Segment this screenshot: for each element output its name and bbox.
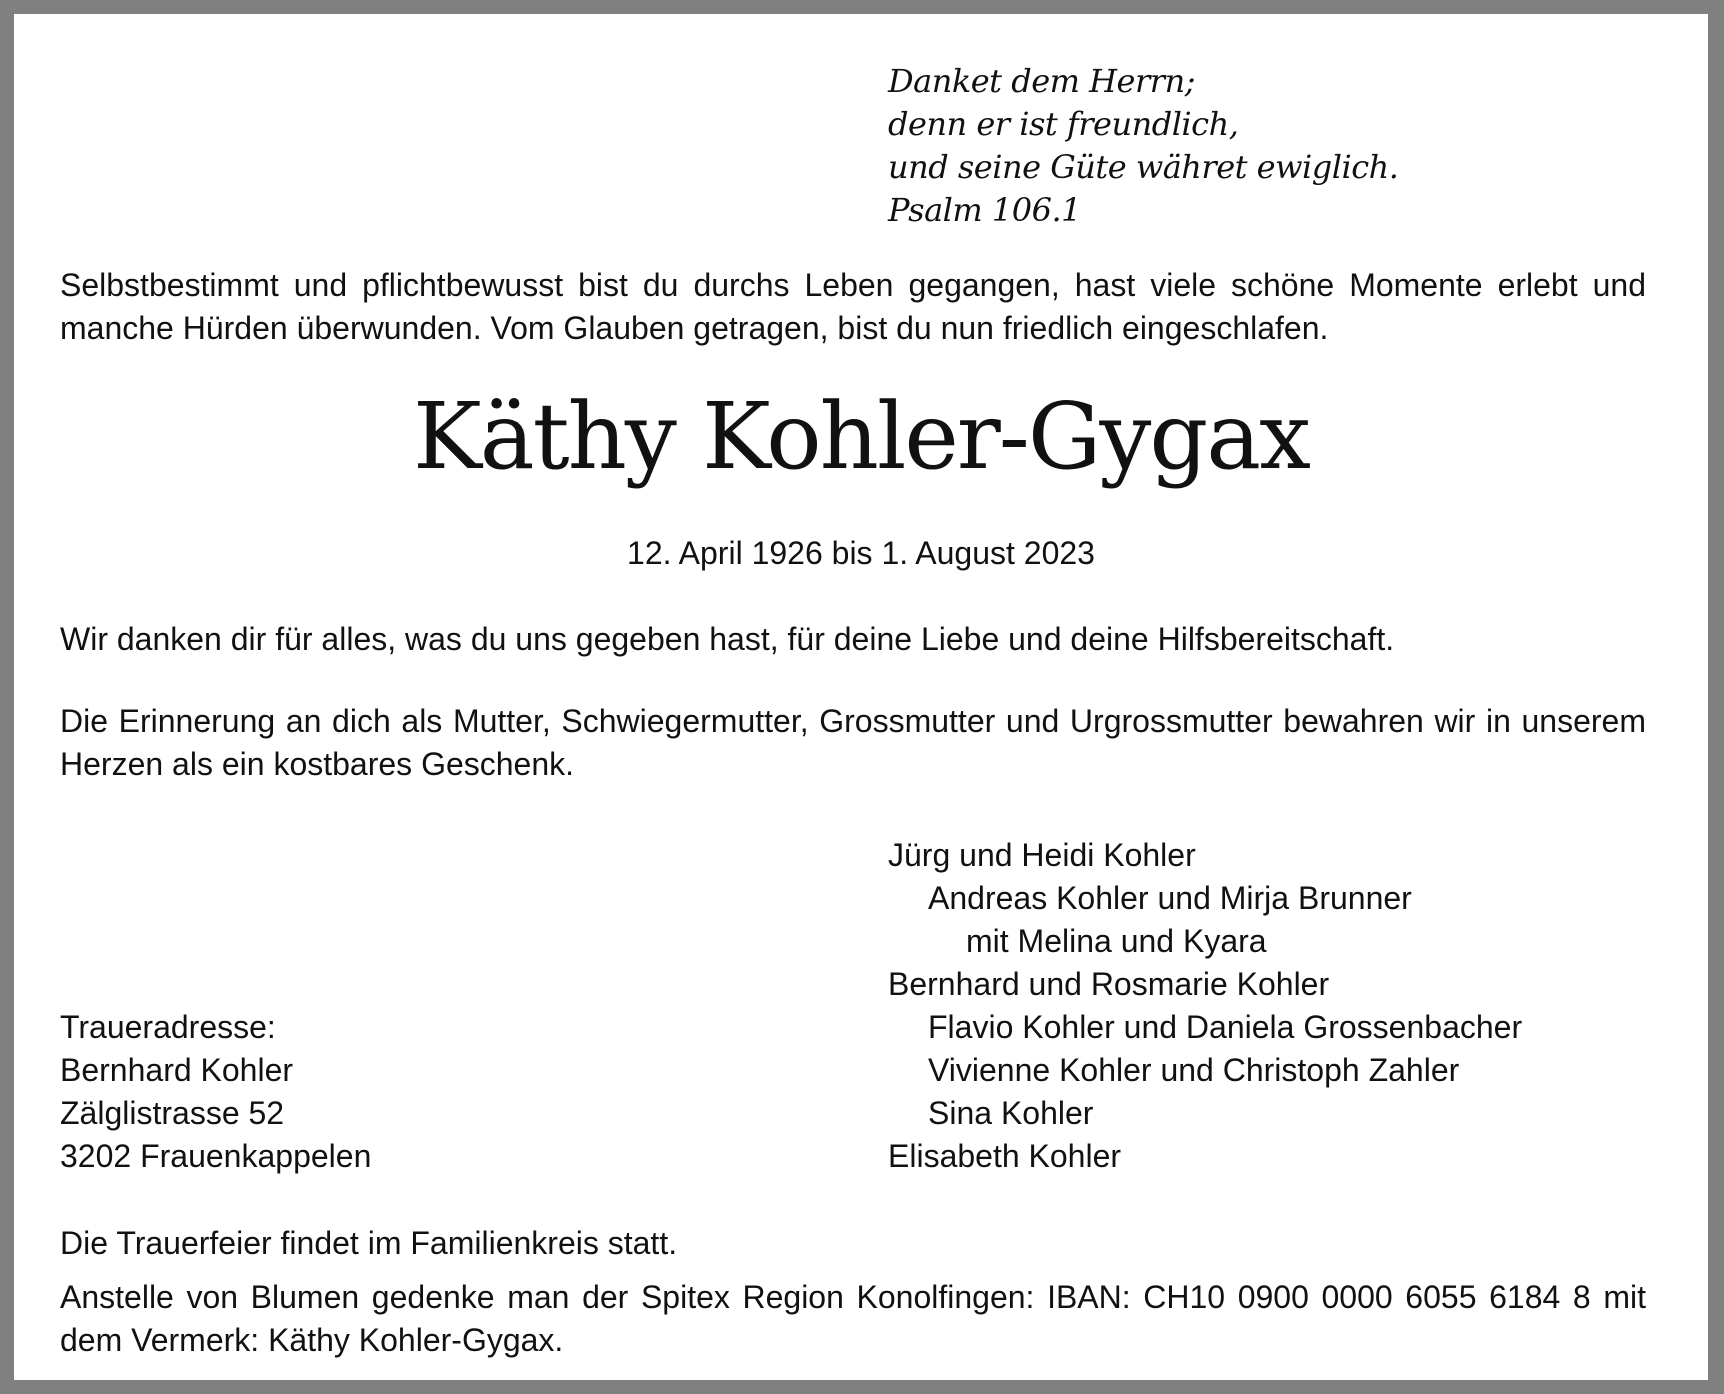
obituary-notice — [14, 14, 1708, 1380]
donation-note: Anstelle von Blumen gedenke man der Spitex Region Konolfingen: IBAN: CH10 0900 0000 6055 6184 8 mit dem Vermerk: Käthy Kohler-Gygax. — [60, 1279, 1646, 1358]
verse-reference: Psalm 106.1 — [888, 191, 1082, 229]
thanks-paragraph: Wir danken dir für alles, was du uns gegeben hast, für deine Liebe und deine Hilfsbereitschaft. — [60, 621, 1395, 657]
mourner-line: Vivienne Kohler und Christoph Zahler — [928, 1052, 1460, 1088]
mourner-line: Jürg und Heidi Kohler — [888, 837, 1196, 873]
mourners-list — [888, 834, 1522, 1178]
verse-line: Danket dem Herrn; — [888, 62, 1195, 100]
memory-paragraph: Die Erinnerung an dich als Mutter, Schwiegermutter, Grossmutter und Urgrossmutter bewahren wir in unserem Herzen als ein kostbares Geschenk. — [60, 703, 1646, 782]
mourner-line: mit Melina und Kyara — [966, 923, 1267, 959]
mourner-line: Andreas Kohler und Mirja Brunner — [928, 880, 1412, 916]
ceremony-note: Die Trauerfeier findet im Familienkreis statt. — [60, 1225, 678, 1261]
address-name: Bernhard Kohler — [60, 1052, 294, 1088]
address-city: 3202 Frauenkappelen — [60, 1138, 372, 1174]
bible-verse — [888, 60, 1398, 232]
mourner-line: Elisabeth Kohler — [888, 1138, 1122, 1174]
address-label: Traueradresse: — [60, 1009, 276, 1045]
intro-paragraph: Selbstbestimmt und pflichtbewusst bist du durchs Leben gegangen, hast viele schöne Momente erlebt und manche Hürden überwunden. Vom Glauben getragen, bist du nun friedlich eingeschlafen. — [60, 267, 1646, 346]
deceased-name: Käthy Kohler-Gygax — [413, 383, 1309, 490]
mourner-line: Sina Kohler — [928, 1095, 1094, 1131]
verse-line: und seine Güte währet ewiglich. — [888, 148, 1399, 186]
life-dates: 12. April 1926 bis 1. August 2023 — [627, 535, 1095, 571]
mourner-line: Flavio Kohler und Daniela Grossenbacher — [928, 1009, 1523, 1045]
address-street: Zälglistrasse 52 — [60, 1095, 285, 1131]
mourner-line: Bernhard und Rosmarie Kohler — [888, 966, 1330, 1002]
mourning-address — [60, 1006, 371, 1178]
verse-line: denn er ist freundlich, — [888, 105, 1239, 143]
